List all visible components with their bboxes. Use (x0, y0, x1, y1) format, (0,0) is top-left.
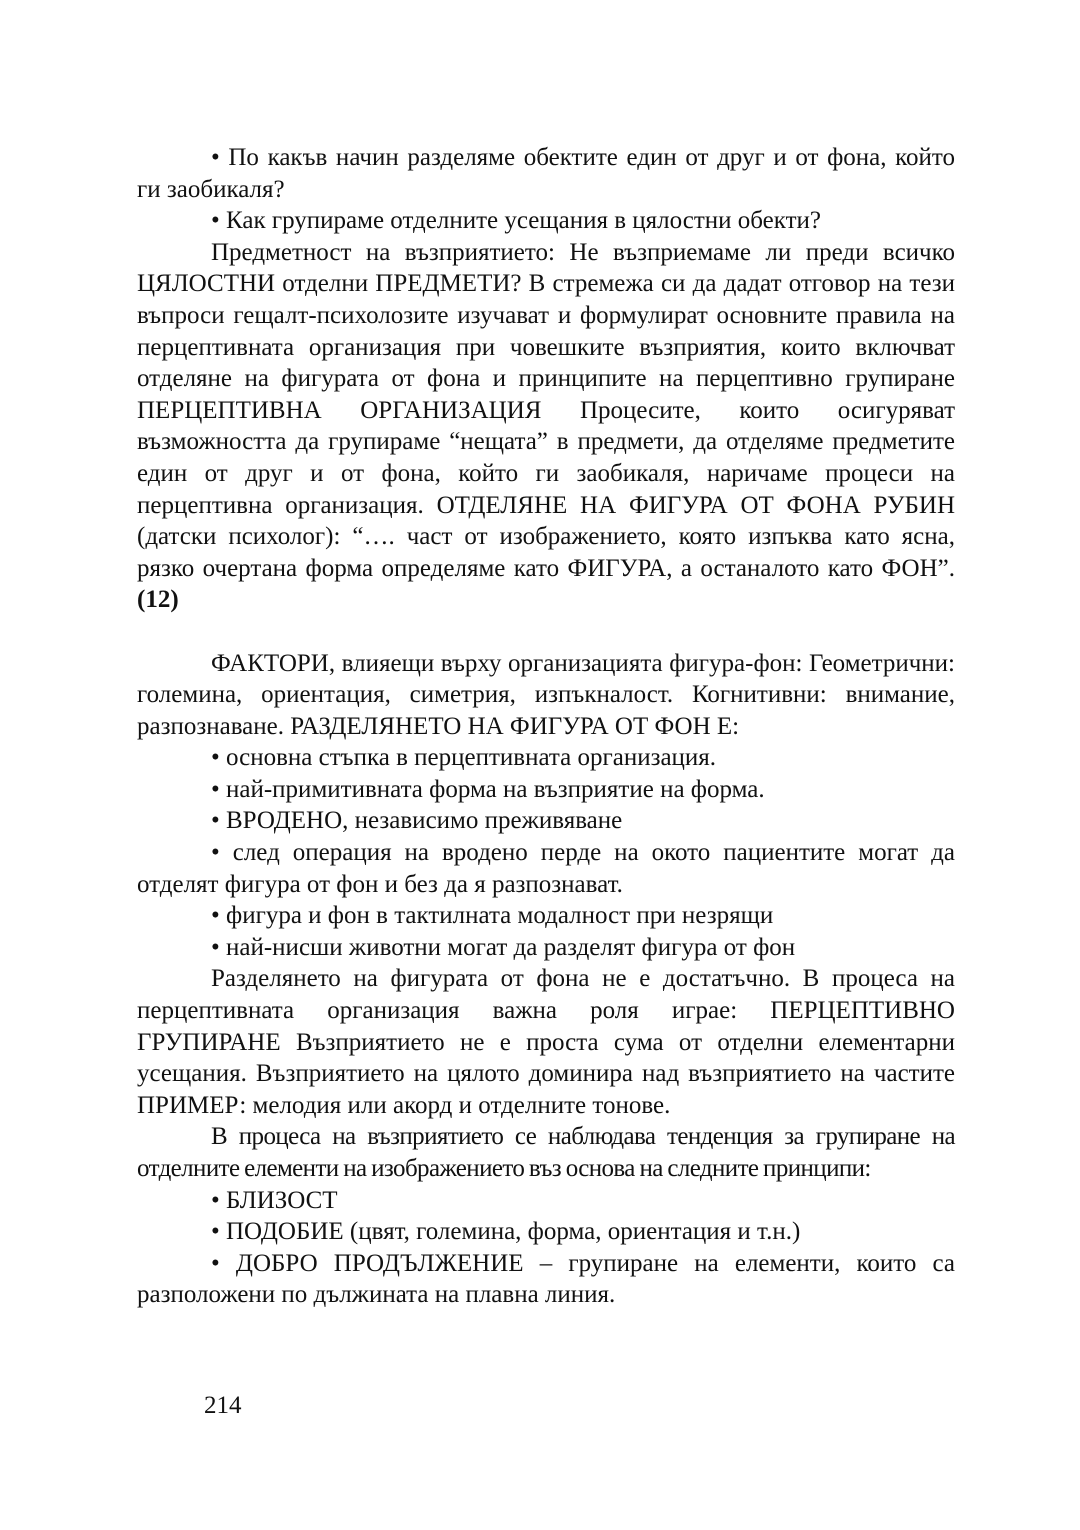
page-number: 214 (204, 1392, 242, 1419)
paragraph-factors: ФАКТОРИ, влияещи върху организацията фигура-фон: Геометрични: големина, ориентация, симетрия, изпъкналост. Когнитивни: внимание, разпознаване. РАЗДЕЛЯНЕТО НА ФИГУРА ОТ ФОН Е: (137, 649, 955, 740)
bullet-basic-step: • основна стъпка в перцептивната организация. (211, 744, 717, 772)
bullet-innate: • ВРОДЕНО, независимо преживяване (211, 807, 623, 835)
paragraph-perceptual-organization-text: Предметност на възприятието: Не възприемаме ли преди всичко ЦЯЛОСТНИ отделни ПРЕДМЕТИ? В стремежа си да дадат отговор на тези въпроси гещалт-психолозите изучават и формулират основните правила на перцептивната организация при човешките възприятия, които включват отделяне на фигурата от фона и принципите на перцептивно групиране ПЕРЦЕПТИВНА ОРГАНИЗАЦИЯ Процесите, които осигуряват възможността да групираме “нещата” в предмети, да отделяме предметите един от друг и от фона, който ги заобикаля, наричаме процеси на перцептивна организация. ОТДЕЛЯНЕ НА ФИГУРА ОТ ФОНА РУБИН (датски психолог): “…. част от изображението, която изпъква като ясна, рязко очертана форма определяме като ФИГУРА, а останалото като ФОН”. (137, 238, 955, 582)
body-text (137, 142, 955, 1311)
bullet-lower-animals: • най-нисши животни могат да разделят фигура от фон (211, 933, 796, 961)
bullet-proximity: • БЛИЗОСТ (211, 1186, 338, 1214)
paragraph-perceptual-grouping: Разделянето на фигурата от фона не е достатъчно. В процеса на перцептивната организация важна роля играе: ПЕРЦЕПТИВНО ГРУПИРАНЕ Възприятието не е проста сума от отделни елементарни усещания. Възприятието на цялото доминира над възприятието на частите ПРИМЕР: мелодия или акорд и отделните тонове. (137, 965, 955, 1119)
paragraph-spacer (137, 616, 955, 648)
bullet-good-continuation: • ДОБРО ПРОДЪЛЖЕНИЕ – групиране на елементи, които са разположени по дължината на плавна линия. (137, 1249, 955, 1309)
bullet-similarity: • ПОДОБИЕ (цвят, големина, форма, ориентация и т.н.) (211, 1218, 801, 1246)
paragraph-question-grouping: • Как групираме отделните усещания в цялостни обекти? (211, 207, 821, 235)
bullet-cataract-operation: • след операция на вродено перде на окото пациентите могат да отделят фигура от фон и без да я разпознават. (137, 839, 955, 898)
paragraph-perceptual-organization (137, 237, 955, 616)
bullet-tactile-modality: • фигура и фон в тактилната модалност при незрящи (211, 902, 774, 930)
paragraph-question-separation: • По какъв начин разделяме обектите един от друг и от фона, който ги заобикаля? (137, 144, 955, 203)
bullet-primitive-form: • най-примитивната форма на възприятие на форма. (211, 775, 765, 803)
reference-number: (12) (137, 586, 179, 614)
paragraph-grouping-principles: В процеса на възприятието се наблюдава тенденция за групиране на отделните елементи на изображението въз основа на следните принципи: (137, 1123, 955, 1182)
